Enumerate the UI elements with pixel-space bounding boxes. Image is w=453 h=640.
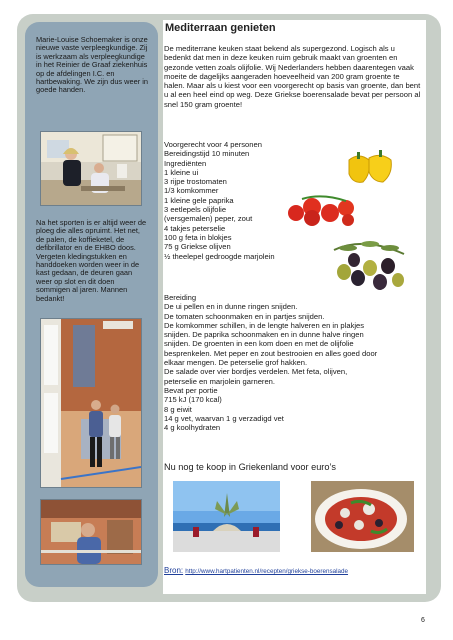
page-number: 6 bbox=[421, 617, 425, 624]
recipe-line: 3 eetlepels olijfolie bbox=[164, 205, 227, 215]
tomatoes-image bbox=[286, 193, 362, 227]
recipe-line: (versgemalen) peper, zout bbox=[164, 214, 253, 224]
greek-scene-image bbox=[173, 481, 280, 552]
recipe-line: 3 rijpe trostomaten bbox=[164, 177, 227, 187]
preparation-line: snijden. De paprika schoonmaken en in dunne halve ringen bbox=[164, 330, 364, 340]
preparation-line: elkaar mengen. De peterselie grof hakken. bbox=[164, 358, 308, 368]
recipe-line: ½ theelepel gedroogde marjolein bbox=[164, 251, 275, 261]
preparation-line: 715 kJ (170 kcal) bbox=[164, 395, 222, 405]
recipe-line: 1 kleine ui bbox=[164, 167, 199, 177]
preparation-line: besprenkelen. Met peper en zout bestrooien en alles goed door bbox=[164, 348, 378, 358]
recipe-line: 1/3 komkommer bbox=[164, 186, 219, 196]
preparation-line: De tomaten schoonmaken en in partjes snijden. bbox=[164, 311, 325, 321]
article-title: Mediterraan genieten bbox=[165, 22, 276, 34]
preparation-line: snijden. De groenten in een kom doen en met de olijfolie bbox=[164, 339, 354, 349]
preparation-line: 14 g vet, waarvan 1 g verzadigd vet bbox=[164, 413, 284, 423]
recipe-line: 100 g feta in blokjes bbox=[164, 232, 232, 242]
volunteer-photo bbox=[40, 499, 142, 565]
recipe-line: 75 g Griekse olijven bbox=[164, 242, 231, 252]
recipe-line: 1 kleine gele paprika bbox=[164, 195, 234, 205]
recipe-line: 4 takjes peterselie bbox=[164, 223, 226, 233]
preparation-line: De komkommer schillen, in de lengte halveren en in plakjes bbox=[164, 320, 365, 330]
article-intro: De mediterrane keuken staat bekend als supergezond. Logisch als u bedenkt dat men in deze keuken ruim gebruik maakt van groenten en gezonde vetten zoals olijfolie. Wij Nederlanders hebben daarentegen vaak moeite de dagelijks aangeraden hoeveelheid van 200 gram groente te halen. Maar als u kiest voor een voorgerecht op basis van groente, dan bent u al een heel eind op weg. Deze Griekse boerensalade bevat per persoon al snel 150 gram groente! bbox=[164, 44, 421, 109]
yellow-pepper-image bbox=[345, 150, 395, 186]
source-link[interactable]: http://www.hartpatienten.nl/recepten/griekse-boerensalade bbox=[185, 568, 349, 575]
preparation-line: Bevat per portie bbox=[164, 385, 218, 395]
source-label: Bron: bbox=[164, 566, 184, 575]
olives-image bbox=[328, 238, 410, 296]
sidebar-sports-text: Na het sporten is er altijd weer de ploeg die alles opruimt. Het net, de palen, de koffieketel, de defibrillator en de EHBO doos. Vergeten kledingstukken en handdoeken worden weer in de kast gedaan, de deuren gaan weer op slot en dit doen sommigen al jaren. Mannen bedankt! bbox=[36, 218, 147, 303]
recipe-line: Bereidingstijd 10 minuten bbox=[164, 149, 250, 159]
preparation-line: De salade over vier bordjes verdelen. Met feta, olijven, bbox=[164, 367, 348, 377]
preparation-line: peterselie en marjolein garneren. bbox=[164, 376, 276, 386]
source-citation bbox=[164, 566, 348, 575]
tagline: Nu nog te koop in Griekenland voor euro’s bbox=[164, 462, 336, 472]
sidebar-intro-text: Marie-Louise Schoemaker is onze nieuwe vaste verpleegkundige. Zij is werkzaam als verpleegkundige in het Reinier de Graaf ziekenhuis op de afdelingen I.C. en hartbewaking. We zijn dus weer in goede handen. bbox=[36, 35, 149, 95]
preparation-line: 4 g koolhydraten bbox=[164, 423, 221, 433]
recipe-line: Ingrediënten bbox=[164, 158, 207, 168]
preparation-line: De ui pellen en in dunne ringen snijden. bbox=[164, 302, 298, 312]
preparation-line: 8 g eiwit bbox=[164, 404, 192, 414]
nurse-photo bbox=[40, 131, 142, 206]
recipe-preparation bbox=[164, 293, 422, 432]
preparation-line: Bereiding bbox=[164, 293, 197, 302]
recipe-line: Voorgerecht voor 4 personen bbox=[164, 140, 262, 149]
greek-salad-image bbox=[311, 481, 414, 552]
gym-photo bbox=[40, 318, 142, 488]
